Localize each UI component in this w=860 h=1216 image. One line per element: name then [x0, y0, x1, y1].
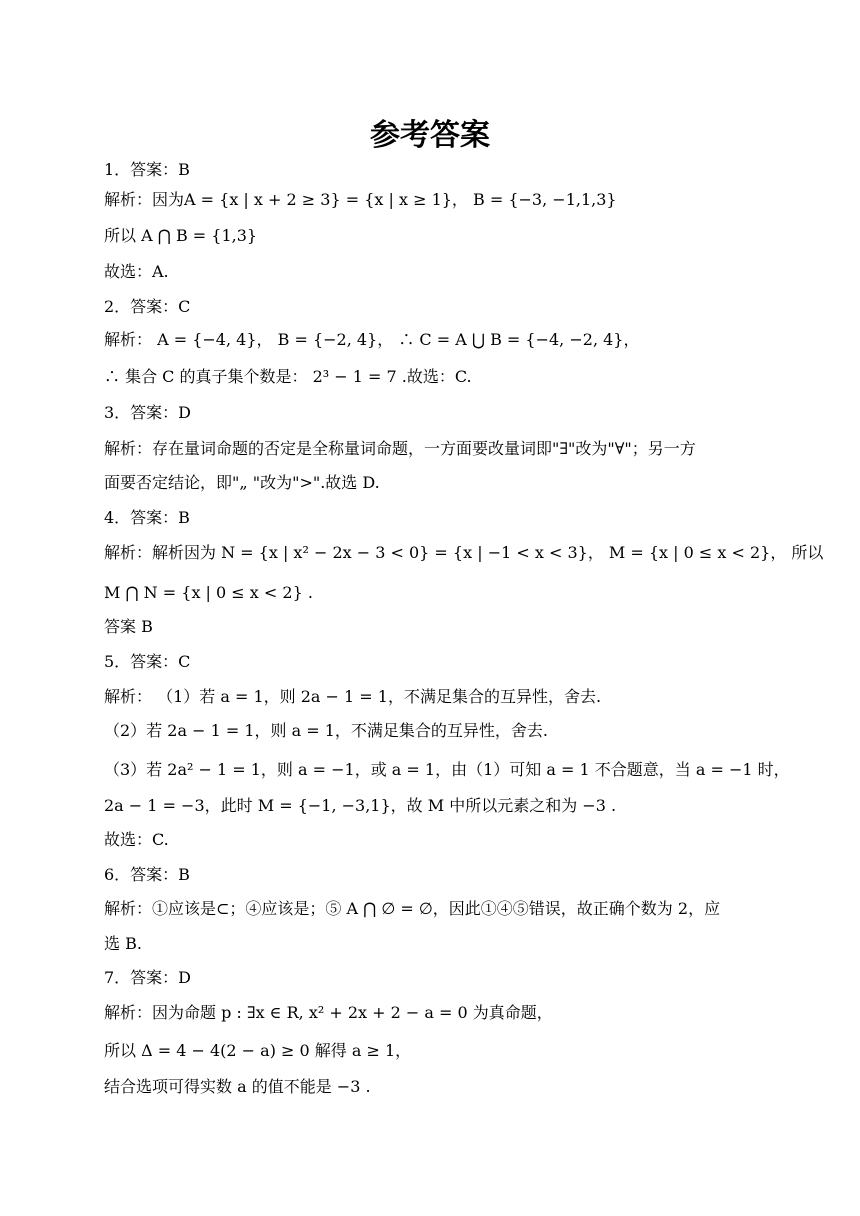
answer-7-analysis-line: 所以 Δ = 4 − 4(2 − a) ≥ 0 解得 a ≥ 1， — [104, 1041, 412, 1060]
answer-5-heading: 5．答案：C — [104, 652, 191, 671]
answer-2-analysis-line: ∴ 集合 C 的真子集个数是： 2³ − 1 = 7 .故选：C. — [104, 367, 472, 386]
answer-6-analysis: 解析：①应该是⊂；④应该是；⑤ A ⋂ ∅ = ∅，因此①④⑤错误，故正确个数为 2，应 — [104, 899, 721, 918]
answer-4-analysis-line: M ⋂ N = {x | 0 ≤ x < 2} . — [104, 583, 313, 602]
answer-1-heading: 1．答案：B — [104, 160, 190, 179]
answer-5-conclusion: 2a − 1 = −3，此时 M = {−1, −3,1}，故 M 中所以元素之和为 −3 . — [104, 796, 617, 815]
answer-1-choice: 故选：A. — [104, 262, 169, 281]
answer-7-analysis: 解析：因为命题 p : ∃x ∈ R, x² + 2x + 2 − a = 0 为真命题， — [104, 1003, 553, 1022]
answer-2-heading: 2．答案：C — [104, 297, 191, 316]
page-title: 参考答案 — [370, 118, 490, 153]
answer-3-analysis: 解析：存在量词命题的否定是全称量词命题，一方面要改量词即"∃"改为"∀"；另一方 — [104, 439, 696, 458]
answer-5-case-1: 解析： （1）若 a = 1，则 2a − 1 = 1，不满足集合的互异性，舍去. — [104, 687, 602, 706]
answer-5-case-2: （2）若 2a − 1 = 1，则 a = 1，不满足集合的互异性，舍去. — [104, 721, 548, 740]
answer-1-analysis-line: 所以 A ⋂ B = {1,3} — [104, 226, 258, 245]
answer-6-heading: 6．答案：B — [104, 865, 190, 884]
answer-4-result: 答案 B — [104, 617, 153, 636]
answer-4-heading: 4．答案：B — [104, 508, 190, 527]
answer-1-analysis: 解析：因为A = {x | x + 2 ≥ 3} = {x | x ≥ 1}， B = {−3, −1,1,3} — [104, 190, 617, 209]
answer-7-heading: 7．答案：D — [104, 968, 192, 987]
answer-3-analysis-line: 面要否定结论，即"„ "改为">".故选 D. — [104, 473, 380, 492]
answer-4-analysis: 解析：解析因为 N = {x | x² − 2x − 3 < 0} = {x | −1 < x < 3}， M = {x | 0 ≤ x < 2}， 所以 — [104, 543, 824, 562]
answer-5-choice: 故选：C. — [104, 830, 169, 849]
answer-7-conclusion: 结合选项可得实数 a 的值不能是 −3 . — [104, 1077, 371, 1096]
answer-3-heading: 3．答案：D — [104, 403, 192, 422]
answer-2-analysis: 解析： A = {−4, 4}， B = {−2, 4}， ∴ C = A ⋃ B = {−4, −2, 4}， — [104, 330, 640, 349]
answer-5-case-3: （3）若 2a² − 1 = 1，则 a = −1，或 a = 1，由（1）可知 a = 1 不合题意，当 a = −1 时， — [104, 760, 790, 779]
answer-6-analysis-line: 选 B. — [104, 934, 142, 953]
